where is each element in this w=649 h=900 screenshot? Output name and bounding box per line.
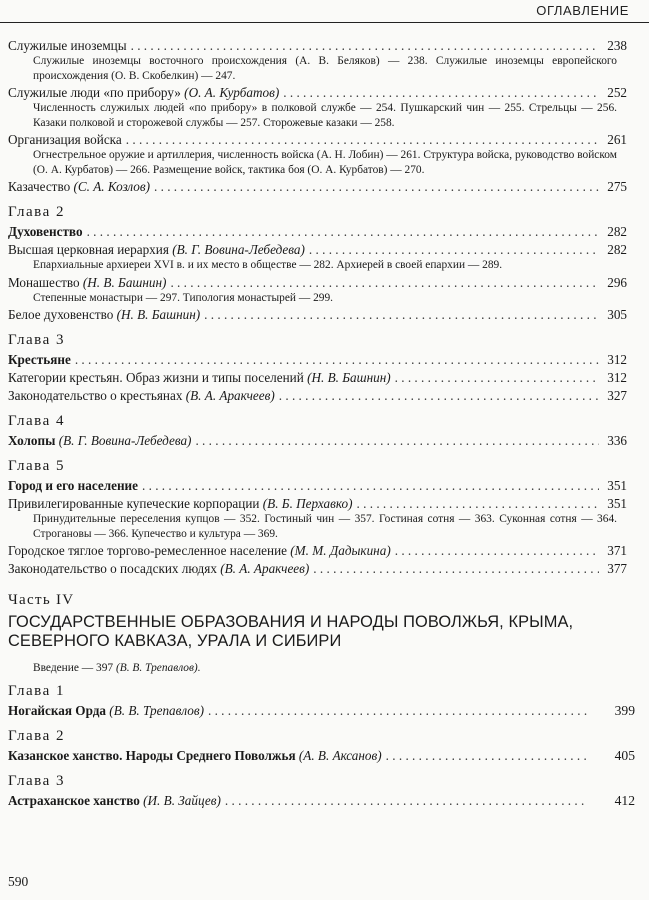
part-title-line: СЕВЕРНОГО КАВКАЗА, УРАЛА И СИБИРИ	[8, 632, 342, 650]
toc-entry[interactable]	[8, 387, 627, 404]
page-ref: 405	[614, 748, 635, 763]
leader-dots	[225, 792, 587, 809]
leader-dots	[208, 702, 587, 719]
toc-entry[interactable]	[8, 351, 627, 368]
leader-dots	[126, 131, 599, 148]
page-ref: 351	[607, 496, 627, 511]
toc-entry[interactable]	[8, 223, 627, 240]
entry-title: Организация войска	[8, 132, 122, 147]
page-ref: 412	[614, 793, 635, 808]
entry-title: Служилые иноземцы	[8, 38, 127, 53]
leader-dots	[170, 274, 599, 291]
leader-dots	[75, 351, 599, 368]
subentries: Служилые иноземцы восточного происхождения (А. В. Беляков) — 238. Служилые иноземцы европейского происхождения (О. В. Скобелкин) — 247.	[33, 55, 617, 82]
leader-dots	[154, 178, 599, 195]
entry-title: Высшая церковная иерархия	[8, 242, 169, 257]
entry-title: Законодательство о крестьянах	[8, 388, 183, 403]
entry-author: (О. А. Курбатов)	[184, 85, 280, 100]
chapter-heading: Глава 3	[8, 773, 65, 789]
entry-author: (В. Г. Вовина-Лебедева)	[58, 433, 192, 448]
part-heading: Часть IV	[8, 592, 75, 608]
leader-dots	[87, 223, 599, 240]
entry-author: (В. Г. Вовина-Лебедева)	[172, 242, 305, 257]
page-ref: 282	[607, 242, 627, 257]
entry-title: Законодательство о посадских людях	[8, 561, 217, 576]
leader-dots	[395, 369, 599, 386]
leader-dots	[309, 241, 599, 258]
page-ref: 238	[607, 38, 627, 53]
page-ref: 296	[607, 274, 627, 290]
toc-entry[interactable]	[8, 274, 627, 291]
chapter-heading: Глава 2	[8, 204, 65, 220]
page-ref: 252	[607, 85, 627, 100]
toc-entry[interactable]	[8, 432, 627, 449]
leader-dots	[313, 560, 599, 577]
toc-entry[interactable]	[8, 37, 627, 54]
entry-title: Астраханское ханство	[8, 793, 140, 808]
entry-author: (М. М. Дадыкина)	[290, 543, 391, 558]
page-ref: 377	[607, 561, 627, 576]
entry-author: (В. Б. Перхавко)	[262, 496, 353, 511]
leader-dots	[195, 432, 599, 449]
entry-title: Казанское ханство. Народы Среднего Поволжья	[8, 748, 296, 763]
entry-title: Город и его население	[8, 478, 138, 493]
entry-author: (Н. В. Башнин)	[307, 370, 391, 385]
entry-title: Духовенство	[8, 224, 83, 239]
page-ref: 351	[607, 478, 627, 493]
page-ref: 336	[607, 433, 627, 448]
leader-dots	[283, 84, 599, 101]
introduction-entry[interactable]	[33, 662, 627, 674]
entry-title: Городское тяглое торгово-ремесленное население	[8, 543, 287, 558]
page-ref: 312	[607, 352, 627, 367]
toc-entry[interactable]	[8, 178, 627, 195]
leader-dots	[395, 542, 599, 559]
chapter-heading: Глава 2	[8, 728, 65, 744]
entry-author: (С. А. Козлов)	[73, 179, 151, 194]
entry-author: (Н. В. Башнин)	[82, 274, 167, 290]
toc-entry[interactable]	[8, 495, 627, 512]
entry-title: Ногайская Орда	[8, 703, 106, 718]
leader-dots	[204, 306, 599, 323]
page-ref: 261	[607, 132, 627, 147]
leader-dots	[131, 37, 599, 54]
header-rule	[0, 22, 649, 23]
entry-author: (Н. В. Башнин)	[116, 307, 201, 322]
page-ref: 371	[607, 543, 627, 558]
entry-author: (В. А. Аракчеев)	[220, 561, 310, 576]
entry-title: Категории крестьян. Образ жизни и типы поселений	[8, 370, 304, 385]
toc-entry[interactable]	[8, 241, 627, 258]
toc-entry[interactable]	[8, 477, 627, 494]
entry-title: Служилые люди «по прибору»	[8, 85, 181, 100]
chapter-heading: Глава 5	[8, 458, 65, 474]
entry-author: (В. А. Аракчеев)	[185, 388, 275, 403]
toc-entry[interactable]	[8, 747, 635, 764]
toc-entry[interactable]	[8, 792, 635, 809]
chapter-heading: Глава 4	[8, 413, 65, 429]
toc-entry[interactable]	[8, 560, 627, 577]
entry-author: (И. В. Зайцев)	[143, 793, 221, 808]
toc-entry[interactable]	[8, 542, 627, 559]
entry-title: Белое духовенство	[8, 307, 114, 322]
chapter-heading: Глава 1	[8, 683, 65, 699]
leader-dots	[142, 477, 599, 494]
intro-author: (В. В. Трепавлов).	[115, 662, 201, 674]
toc-entry[interactable]	[8, 702, 635, 719]
toc-entry[interactable]	[8, 84, 627, 101]
entry-title: Казачество	[8, 179, 71, 194]
page-ref: 275	[607, 179, 627, 194]
page-ref: 282	[607, 224, 627, 239]
entry-title: Привилегированные купеческие корпорации	[8, 496, 260, 511]
toc-entry[interactable]	[8, 131, 627, 148]
entry-title: Холопы	[8, 433, 56, 448]
entry-author: (А. В. Аксанов)	[298, 748, 382, 763]
page-ref: 305	[607, 307, 627, 322]
leader-dots	[357, 495, 599, 512]
running-head: ОГЛАВЛЕНИЕ	[536, 3, 629, 18]
subentries: Степенные монастыри — 297. Типология монастырей — 299.	[33, 291, 334, 304]
page-ref: 327	[607, 388, 627, 403]
page-ref: 399	[614, 703, 635, 718]
subentries: Епархиальные архиереи XVI в. и их место в обществе — 282. Архиерей в своей епархии — 289.	[33, 259, 503, 271]
part-title-line: ГОСУДАРСТВЕННЫЕ ОБРАЗОВАНИЯ И НАРОДЫ ПОВОЛЖЬЯ, КРЫМА,	[8, 613, 574, 631]
subentries: Огнестрельное оружие и артиллерия, численность войска (А. Н. Лобин) — 261. Структура войска, руководство войском (О. А. Курбатов) — 266. Размещение войск, тактика боя (О. А. Курбатов) — 270.	[33, 149, 617, 176]
part-title	[8, 613, 627, 651]
subentries: Принудительные переселения купцов — 352. Гостиный чин — 357. Гостиная сотня — 363. Суконная сотня — 364. Строгановы — 366. Купечество и культура — 369.	[33, 513, 617, 540]
entry-author: (В. В. Трепавлов)	[109, 703, 204, 718]
chapter-heading: Глава 3	[8, 332, 65, 348]
page-ref: 312	[607, 370, 627, 385]
toc	[8, 36, 635, 809]
leader-dots	[279, 387, 599, 404]
page-number: 590	[8, 874, 29, 889]
intro-text: Введение — 397	[33, 662, 114, 674]
entry-title: Монашество	[8, 274, 80, 290]
toc-entry[interactable]	[8, 306, 627, 323]
toc-entry[interactable]	[8, 369, 627, 386]
entry-title: Крестьяне	[8, 352, 71, 367]
leader-dots	[386, 747, 587, 764]
subentries: Численность служилых людей «по прибору» в полковой службе — 254. Пушкарский чин — 255. Стрельцы — 256. Казаки полковой и сторожевой службы — 257. Сторожевые казаки — 258.	[33, 102, 617, 129]
